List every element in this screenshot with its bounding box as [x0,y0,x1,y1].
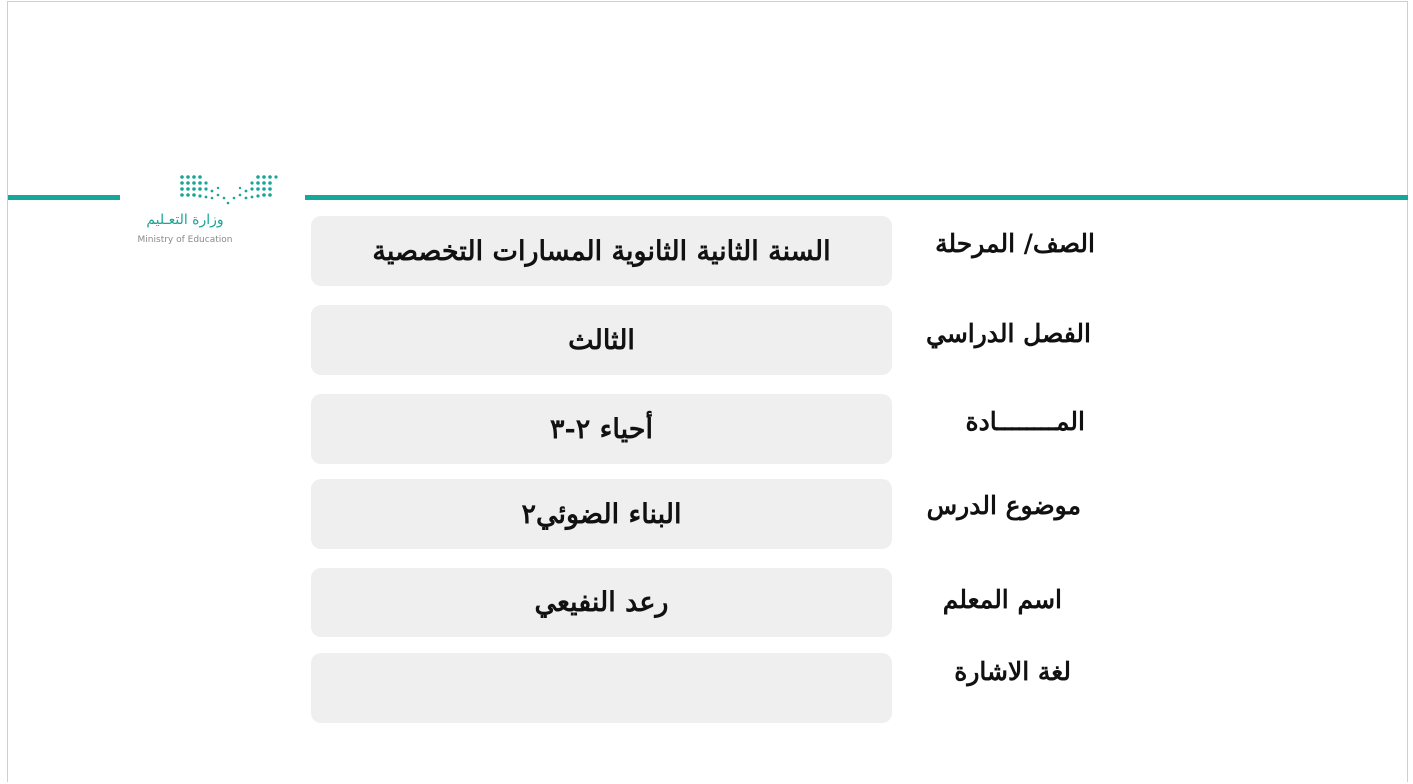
value-box-grade-stage [311,216,892,286]
value-box-subject [311,394,892,464]
value-box-sign-language [311,653,892,723]
ministry-name-english: Ministry of Education [137,235,233,245]
label-sign-language: لغة الاشارة [954,657,1071,686]
value-box-semester [311,305,892,375]
ministry-name-arabic: وزارة التعـليم [146,212,224,228]
label-lesson-topic: موضوع الدرس [926,491,1081,520]
value-teacher-name: رعد النفيعي [534,587,669,618]
value-subject: أحياء ٢-٣ [550,413,653,445]
value-grade-stage: السنة الثانية الثانوية المسارات التخصصية [372,235,831,267]
ministry-logo [122,168,288,250]
label-semester: الفصل الدراسي [925,319,1091,348]
label-grade-stage: الصف/ المرحلة [935,229,1095,258]
value-box-teacher-name [311,568,892,637]
value-box-lesson-topic [311,479,892,549]
value-semester: الثالث [568,324,635,356]
label-subject: المــــــــادة [965,407,1085,436]
label-teacher-name: اسم المعلم [942,585,1062,614]
ministry-logo-mark [178,171,278,207]
header-divider-left [8,195,120,200]
header-divider-right [305,195,1408,200]
value-lesson-topic: البناء الضوئي٢ [521,498,682,530]
